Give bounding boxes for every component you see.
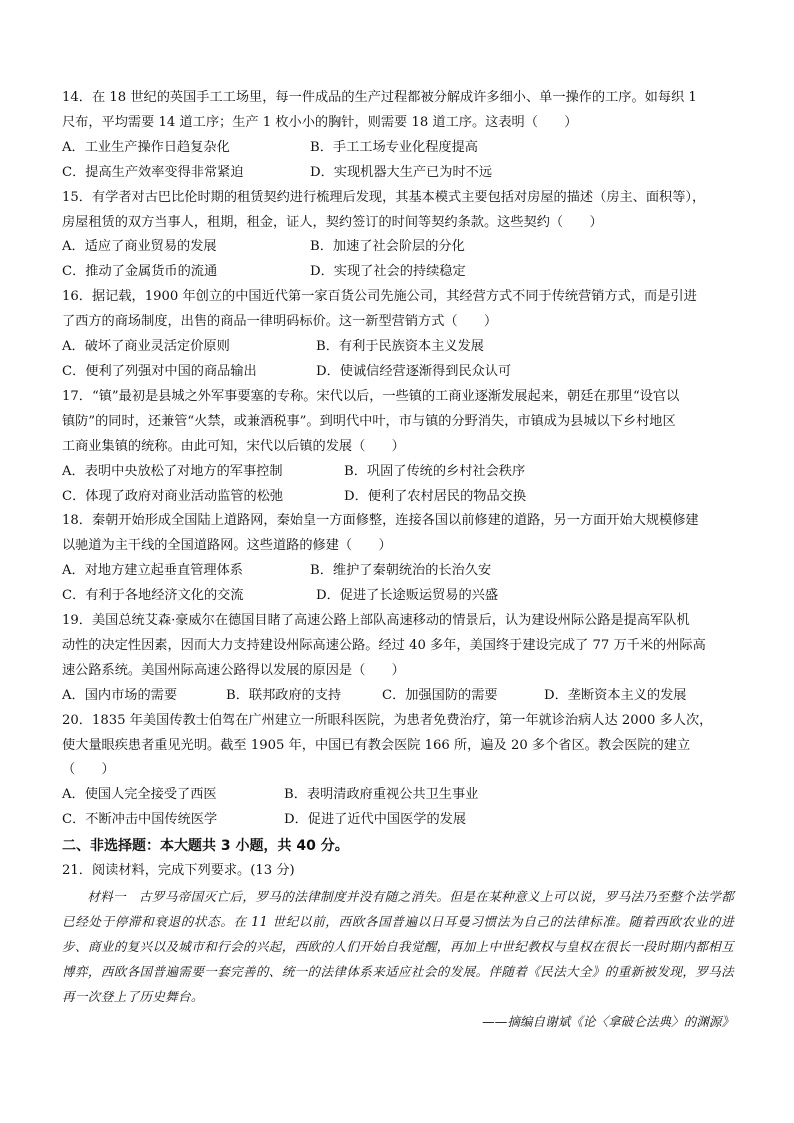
option-row: [62, 335, 734, 360]
question-stem: 尺布，平均需要 14 道工序；生产 1 枚小小的胸针，则需要 18 道工序。这表明（ ）: [62, 114, 578, 130]
question-14: [62, 86, 734, 186]
question-stem: 14．在 18 世纪的英国手工工场里，每一件成品的生产过程都被分解成许多细小、单一操作的工序。如每织 1: [62, 90, 697, 105]
option-b: B．手工工场专业化程度提高: [310, 139, 478, 155]
option-d: D．垄断资本主义的发展: [544, 687, 687, 703]
question-stem: 了西方的商场制度，出售的商品一律明码标价。这一新型营销方式（ ）: [62, 314, 498, 330]
option-row: [62, 559, 734, 584]
option-d: D．便利了农村居民的物品交换: [344, 488, 527, 504]
option-b: B．联邦政府的支持: [226, 687, 342, 703]
question-stem: 17．“镇”最初是县城之外军事要塞的专称。宋代以后，一些镇的工商业逐渐发展起来，朝廷在那里“设官以: [62, 388, 680, 404]
option-d: D．使诚信经营逐渐得到民众认可: [316, 363, 512, 379]
question-stem: 动性的决定性因素，因而大力支持建设州际高速公路。经过 40 多年，美国终于建设完成了 77 万千米的州际高: [62, 637, 706, 653]
option-row: [62, 485, 734, 510]
question-19: [62, 609, 734, 709]
option-row: [62, 260, 734, 285]
question-stem: （ ）: [62, 762, 115, 778]
option-b: B．加速了社会阶层的分化: [310, 239, 465, 255]
option-row: [62, 360, 734, 385]
question-21: [62, 859, 734, 1034]
option-c: C．便利了列强对中国的商品输出: [62, 363, 257, 379]
option-b: B．维护了秦朝统治的长治久安: [310, 563, 492, 579]
option-a: A．对地方建立起垂直管理体系: [62, 563, 243, 579]
section-heading: 二、非选择题：本大题共 3 小题，共 40 分。: [62, 838, 349, 855]
material-passage: 材料一 古罗马帝国灭亡后，罗马的法律制度并没有随之消失。但是在某种意义上可以说，罗马法乃至整个法学都已经处于停滞和衰退的状态。在 11 世纪以前，西欧各国普遍以日耳曼习惯法为自己的法律标准。随着西欧农业的进步、商业的复兴以及城市和行会的兴起，西欧的人们开始自我觉醒，再加上中世纪教权与皇权在很长一段时期内都相互博弈，西欧各国普遍需要一套完善的、统一的法律体系来适应社会的发展。伴随着《民法大全》的重新被发现，罗马法再一次登上了历史舞台。: [62, 889, 734, 1005]
question-17: [62, 385, 734, 510]
option-row: [62, 684, 734, 709]
option-a: A．适应了商业贸易的发展: [62, 239, 217, 255]
option-a: A．国内市场的需要: [62, 687, 178, 703]
question-stem: 以驰道为主干线的全国道路网。这些道路的修建（ ）: [62, 538, 392, 554]
option-d: D．实现了社会的持续稳定: [310, 264, 466, 280]
question-16: [62, 285, 734, 385]
option-c: C．提高生产效率变得非常紧迫: [62, 164, 244, 180]
exam-page: [62, 86, 734, 1034]
option-d: D．促进了长途贩运贸易的兴盛: [316, 588, 499, 604]
option-a: A．表明中央放松了对地方的军事控制: [62, 463, 283, 479]
option-b: B．有利于民族资本主义发展: [316, 339, 484, 355]
option-c: C．不断冲击中国传统医学: [62, 812, 218, 828]
option-row: [62, 235, 734, 260]
question-stem: 15．有学者对古巴比伦时期的租赁契约进行梳理后发现，其基本模式主要包括对房屋的描述（房主、面积等），: [62, 189, 706, 205]
question-15: [62, 186, 734, 286]
option-row: [62, 161, 734, 186]
option-b: B．巩固了传统的乡村社会秩序: [344, 463, 526, 479]
option-a: A．工业生产操作日趋复杂化: [62, 139, 230, 155]
option-c: C．体现了政府对商业活动监管的松弛: [62, 488, 284, 504]
option-row: [62, 136, 734, 161]
option-c: C．有利于各地经济文化的交流: [62, 588, 244, 604]
option-c: C．推动了金属货币的流通: [62, 264, 218, 280]
option-row: [62, 584, 734, 609]
question-stem: 使大量眼疾患者重见光明。截至 1905 年，中国已有教会医院 166 所，遍及 20 多个省区。教会医院的建立: [62, 737, 691, 753]
question-stem: 20．1835 年美国传教士伯驾在广州建立一所眼科医院，为患者免费治疗，第一年就诊治病人达 2000 多人次，: [62, 712, 713, 728]
option-b: B．表明清政府重视公共卫生事业: [284, 787, 479, 803]
material-source: ——摘编自谢斌《论〈拿破仑法典〉的渊源》: [482, 1014, 734, 1030]
question-stem: 房屋租赁的双方当事人，租期，租金，证人，契约签订的时间等契约条款。这些契约（ ）: [62, 214, 603, 230]
option-row: [62, 808, 734, 833]
question-stem: 21．阅读材料，完成下列要求。(13 分): [62, 863, 295, 879]
question-stem: 19．美国总统艾森·豪威尔在德国目睹了高速公路上部队高速移动的情景后，认为建设州际公路是提高军队机: [62, 613, 690, 629]
question-stem: 18．秦朝开始形成全国陆上道路网，秦始皇一方面修整，连接各国以前修建的道路，另一方面开始大规模修建: [62, 513, 699, 529]
question-stem: 16．据记载，1900 年创立的中国近代第一家百货公司先施公司，其经营方式不同于传统营销方式，而是引进: [62, 289, 697, 305]
question-18: [62, 509, 734, 609]
question-stem: 工商业集镇的统称。由此可知，宋代以后镇的发展（ ）: [62, 438, 405, 454]
option-d: D．促进了近代中国医学的发展: [284, 812, 467, 828]
option-d: D．实现机器大生产已为时不远: [310, 164, 493, 180]
option-a: A．破坏了商业灵活定价原则: [62, 339, 230, 355]
question-20: [62, 709, 734, 834]
option-row: [62, 460, 734, 485]
question-stem: 镇防”的同时，还兼管“火禁，或兼酒税事”。到明代中叶，市与镇的分野消失，市镇成为县城以下乡村地区: [62, 413, 676, 429]
option-a: A．使国人完全接受了西医: [62, 787, 217, 803]
option-c: C．加强国防的需要: [382, 687, 498, 703]
question-stem: 速公路系统。美国州际高速公路得以发展的原因是（ ）: [62, 662, 405, 678]
option-row: [62, 783, 734, 808]
